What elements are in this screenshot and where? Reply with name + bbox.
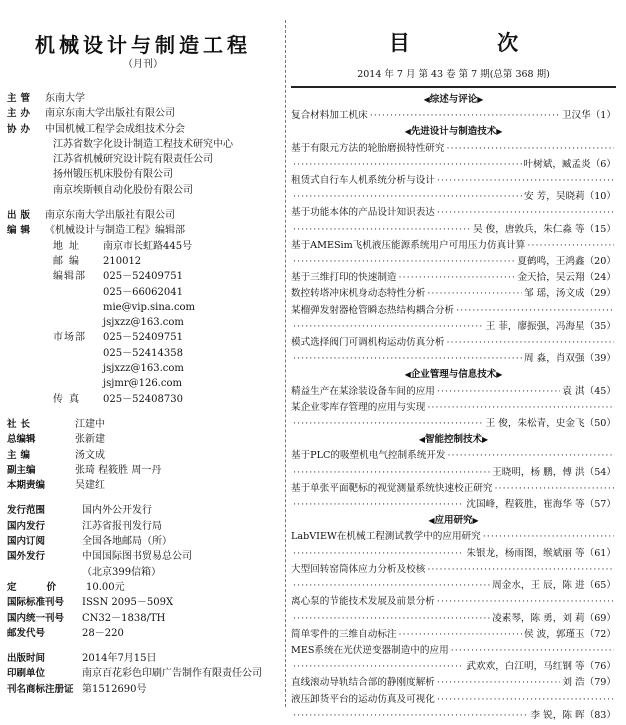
triangle-right-icon: ▶ [482,435,489,445]
detail-row [7,361,279,376]
sponsor-label: 协办 [7,123,35,135]
toc-line [291,286,616,302]
distribution-value: 江苏省报刊发行局 [82,520,162,532]
distribution-row [7,626,279,641]
editor-label: 编辑 [7,225,35,237]
leader-dots [447,335,615,351]
toc-line [291,222,616,238]
article-title: 基于AMESim飞机液压能源系统用户可用压力仿真计算 [291,239,526,251]
toc-line [291,465,616,481]
triangle-right-icon: ▶ [472,516,479,526]
print-row [7,682,279,697]
detail-key: 地址 [53,240,85,252]
detail-key [53,315,103,330]
print-label: 出版时间 [7,653,46,665]
toc-entry[interactable] [291,335,616,367]
article-authors: 王 俊，朱松青，史金飞（50） [485,418,616,430]
detail-row [7,285,279,300]
distribution-label: 国内订阅 [7,536,46,548]
leader-dots [370,108,560,124]
sponsor-value: 南京埃斯顿自动化股份有限公司 [53,184,193,196]
article-authors: 周 淼，肖双强（39） [523,353,616,365]
leader-dots [293,546,464,562]
article-authors: 叶树斌，臧孟炎（6） [523,158,616,170]
leader-dots [399,627,522,643]
leader-dots [437,675,560,691]
toc-entry[interactable] [291,141,616,173]
leader-dots [399,270,516,286]
article-authors: 刘 浩（79） [562,677,616,689]
article-title: 精益生产在某涂装设备车间的应用 [291,385,435,397]
article-authors: 朱银龙，杨雨图，缑斌丽 等（61） [466,547,616,559]
price-value: 10.00元 [86,581,125,593]
sponsor-row [7,91,279,106]
toc-line [291,659,616,675]
sponsor-value: 南京东南大学出版社有限公司 [45,108,175,120]
toc-entry[interactable] [291,270,616,286]
distribution-label: 国内统一刊号 [7,612,65,624]
staff-label: 副主编 [7,464,36,476]
article-title: 某企业零库存管理的应用与实现 [291,401,426,413]
postal-code-value: 28－220 [82,627,124,639]
section-title: 应用研究 [434,515,473,527]
article-authors: 夏鹤鸣，王鸿鑫（20） [517,256,616,268]
distribution-row [7,503,279,518]
toc-line [291,562,616,578]
article-authors: 侯 波，郭瑾玉（72） [523,628,616,640]
distribution-label: 发行范围 [7,505,46,517]
leader-dots [427,562,614,578]
distribution-label: 国外发行 [7,551,46,563]
masthead [7,18,279,697]
leader-dots [447,141,615,157]
triangle-left-icon: ◀ [428,516,435,526]
article-authors: 卫汉华（1） [561,110,616,122]
leader-dots [293,157,522,173]
article-title: 基于PLC的吸塑机电气控制系统开发 [291,450,446,462]
toc-entry[interactable] [291,173,616,205]
leader-dots [451,643,614,659]
leader-dots [293,416,484,432]
article-authors: 袁 淇（45） [562,385,616,397]
article-authors: 凌素琴，陈 勇，刘 莉（69） [492,612,616,624]
publisher-row [7,208,279,223]
article-authors: 沈国峰，程筱胜，崔海华 等（57） [466,499,616,511]
toc-line [291,270,616,286]
leader-dots [437,384,560,400]
article-authors: 周金水，王 辰，陈 进（65） [492,580,616,592]
triangle-right-icon: ▶ [496,127,503,137]
editor-row [7,223,279,238]
toc-entry[interactable] [291,562,616,594]
staff-row [7,478,279,493]
staff-value: 吴建红 [75,480,105,492]
distribution-row [7,519,279,534]
email-value: jsjxzz@163.com [103,363,184,375]
leader-dots [427,286,522,302]
article-title: 复合材料加工机床 [291,110,368,122]
distribution-row [7,580,279,595]
toc-entry[interactable] [291,481,616,513]
leader-dots [293,254,515,270]
toc-title: 目 次 [388,30,559,55]
toc-line [291,254,616,270]
section-title: 企业管理与信息技术 [410,369,497,381]
article-authors: 王 菲，廖振强，冯海星（35） [485,320,616,332]
sponsor-row [7,122,279,137]
distribution-label: 国际标准刊号 [7,597,65,609]
detail-key [53,300,103,315]
toc-line [291,157,616,173]
distribution-label: 邮发代号 [7,627,46,639]
toc-entry[interactable] [291,448,616,480]
leader-dots [437,205,614,221]
distribution-label: 国内发行 [7,520,46,532]
toc-entry[interactable] [291,627,616,643]
cn-value: CN32－1838/TH [82,612,166,624]
article-authors: 安 芳，吴晓莉（10） [523,191,616,203]
leader-dots [293,465,490,481]
journal-title: 机械设计与制造工程 [35,33,251,57]
toc-line [291,303,616,319]
article-authors: 李 锐，陈 晖（83） [530,709,616,721]
article-authors: 吴 俊，唐敦兵，朱仁淼 等（15） [472,223,616,235]
toc-line [291,205,616,221]
toc-line [291,400,616,416]
distribution-block [7,503,279,641]
toc-line [291,351,616,367]
distribution-value: 国内外公开发行 [82,505,152,517]
staff-value: 张新建 [75,434,105,446]
print-value: 南京百花彩色印刷广告制作有限责任公司 [82,668,262,680]
leader-dots [293,708,529,724]
publication-frequency: （月刊） [123,59,163,70]
toc-line [291,481,616,497]
leader-dots [527,238,614,254]
phone-value: 025－52409751 [103,271,183,283]
leader-dots [293,222,471,238]
staff-label: 总编辑 [7,434,36,446]
detail-key: 编辑部 [53,271,86,283]
section-heading [291,124,616,140]
leader-dots [427,400,614,416]
triangle-left-icon: ◀ [404,127,411,137]
triangle-left-icon: ◀ [418,435,425,445]
section-title: 智能控制技术 [424,434,482,446]
address-value: 南京市长虹路445号 [103,240,193,252]
sponsor-value: 江苏省机械研究设计院有限责任公司 [53,154,213,166]
detail-key: 传真 [53,393,85,405]
article-title: 模式选择阀门可调机构运动仿真分析 [291,337,445,349]
phone-value: 025－52414358 [103,347,183,359]
sponsor-value: 中国机械工程学会成组技术分会 [45,123,185,135]
email-value: jsjmr@126.com [103,378,182,390]
print-value: 第1512690号 [82,683,147,695]
triangle-left-icon: ◀ [423,95,430,104]
detail-row [7,330,279,345]
article-authors: 邹 瑶，汤文成（29） [523,288,616,300]
triangle-left-icon: ◀ [404,370,411,380]
toc-line [291,319,616,335]
toc-entry[interactable] [291,286,616,302]
toc-entry[interactable] [291,529,616,561]
toc-line [291,497,616,513]
leader-dots [437,594,614,610]
toc-entry[interactable] [291,692,616,724]
phone-value: 025－66062041 [103,286,183,298]
sponsor-label: 主管 [7,93,35,104]
distribution-row [7,549,279,564]
toc-line [291,108,616,124]
section-heading [291,432,616,448]
print-label: 刊名商标注册证 [7,683,74,695]
article-title: 简单零件的三维自动标注 [291,628,397,640]
leader-dots [293,497,464,513]
leader-dots [437,692,614,708]
sponsor-value: 江苏省数字化设计制造工程技术研究中心 [53,138,233,150]
issue-info: 2014 年 7 月 第 43 卷 第 7 期(总第 368 期) [357,69,550,80]
toc-line [291,578,616,594]
staff-row [7,417,279,432]
toc-list [291,92,616,724]
postcode-value: 210012 [103,255,142,267]
detail-row [7,269,279,284]
distribution-value: （北京399信箱） [82,566,162,578]
distribution-value: 全国各地邮局（所） [82,536,172,548]
email-value: mie@vip.sina.com [103,301,196,313]
toc-line [291,529,616,545]
staff-label: 本期责编 [7,480,46,492]
leader-dots [437,173,614,189]
leader-dots [293,659,464,675]
staff-block [7,417,279,493]
article-title: 基于单张平面靶标的视觉测量系统快速校正研究 [291,482,493,494]
sponsor-value: 东南大学 [45,93,85,104]
toc-entry[interactable] [291,594,616,626]
table-of-contents [291,18,616,724]
toc-line [291,384,616,400]
detail-row [7,254,279,269]
detail-key: 市场部 [53,332,86,344]
toc-line [291,594,616,610]
article-title: 数控转塔冲床机身动态特性分析 [291,288,426,300]
print-block [7,651,279,697]
detail-key: 邮编 [53,255,85,267]
distribution-label: 定价 [7,581,87,593]
staff-label: 主编 [7,449,35,461]
sponsor-block [7,91,279,198]
toc-entry[interactable] [291,108,616,124]
triangle-right-icon: ▶ [496,370,503,380]
toc-line [291,643,616,659]
detail-key [53,376,103,391]
detail-row [7,239,279,254]
triangle-right-icon: ▶ [477,95,484,104]
toc-line [291,692,616,708]
leader-dots [456,303,614,319]
article-title: 离心泵的节能技术发展及前景分析 [291,596,435,608]
section-title: 综述与评论 [429,94,478,105]
detail-row [7,346,279,361]
publisher-value: 南京东南大学出版社有限公司 [45,210,175,222]
staff-value: 张琦 程筱胜 周一丹 [75,464,162,476]
toc-line [291,708,616,724]
toc-entry[interactable] [291,384,616,400]
staff-row [7,432,279,447]
leader-dots [293,351,522,367]
article-authors: 王晓明，杨 鹏，傅 洪（54） [492,466,616,478]
article-title: 基于有限元方法的轮胎磨损特性研究 [291,142,445,154]
staff-row [7,463,279,478]
toc-line [291,611,616,627]
section-title: 先进设计与制造技术 [410,126,497,138]
article-title: MES系统在光伏逆变器制造中的应用 [291,644,449,656]
article-title: LabVIEW在机械工程测试教学中的应用研究 [291,531,481,543]
leader-dots [293,611,490,627]
editorial-block [7,208,279,407]
distribution-label [7,565,82,580]
distribution-row [7,595,279,610]
toc-line [291,416,616,432]
toc-line [291,141,616,157]
print-value: 2014年7月15日 [82,653,157,665]
article-title: 基于三维打印的快速制造 [291,272,397,284]
article-authors: 武欢欢，白江明，马红钢 等（76） [466,661,616,673]
header-rule [291,86,616,88]
toc-entry[interactable] [291,205,616,237]
leader-dots [293,319,484,335]
distribution-row [7,611,279,626]
distribution-value: 中国国际图书贸易总公司 [82,551,192,563]
article-authors: 金天拾，吴云翔（24） [517,272,616,284]
detail-key [53,346,103,361]
article-title: 大型回转窑筒体应力分析及校核 [291,563,426,575]
toc-entry[interactable] [291,238,616,270]
section-heading [291,367,616,383]
sponsor-label: 主办 [7,108,35,120]
staff-row [7,448,279,463]
toc-entry[interactable] [291,643,616,675]
staff-value: 汤文成 [75,449,105,461]
detail-row [7,376,279,391]
toc-entry[interactable] [291,675,616,691]
phone-value: 025－52409751 [103,332,183,344]
toc-line [291,238,616,254]
detail-row [7,300,279,315]
print-label: 印刷单位 [7,668,46,680]
toc-line [291,675,616,691]
toc-line [291,448,616,464]
editor-value: 《机械设计与制造工程》编辑部 [45,225,185,237]
sponsor-value: 扬州锻压机床股份有限公司 [53,169,173,181]
toc-line [291,189,616,205]
article-title: 某榴弹发射器枪管瞬态热结构耦合分析 [291,304,455,316]
staff-value: 江建中 [75,418,105,430]
article-title: 液压卸货平台的运动仿真及可视化 [291,693,435,705]
toc-entry[interactable] [291,400,616,432]
section-heading [291,513,616,529]
leader-dots [447,448,614,464]
leader-dots [293,578,490,594]
publisher-label: 出版 [7,210,35,222]
detail-row [7,315,279,330]
toc-line [291,546,616,562]
article-title: 直线滚动导轨结合部的静刚度解析 [291,677,435,689]
toc-line [291,335,616,351]
detail-row [7,392,279,407]
toc-line [291,627,616,643]
article-title: 租赁式自行车人机系统分析与设计 [291,175,435,187]
issn-value: ISSN 2095－509X [82,597,174,609]
column-divider [285,20,286,707]
leader-dots [293,189,522,205]
toc-line [291,173,616,189]
sponsor-row [7,106,279,121]
email-value: jsjxzz@163.com [103,317,184,329]
print-row [7,651,279,666]
toc-entry[interactable] [291,303,616,335]
leader-dots [483,529,614,545]
detail-key [53,285,103,300]
detail-key [53,361,103,376]
fax-value: 025－52408730 [103,393,183,405]
staff-label: 社长 [7,418,35,430]
distribution-row [7,534,279,549]
section-heading [291,92,616,108]
article-title: 基于功能本体的产品设计知识表达 [291,207,435,219]
print-row [7,666,279,681]
leader-dots [494,481,614,497]
distribution-row [7,565,279,580]
